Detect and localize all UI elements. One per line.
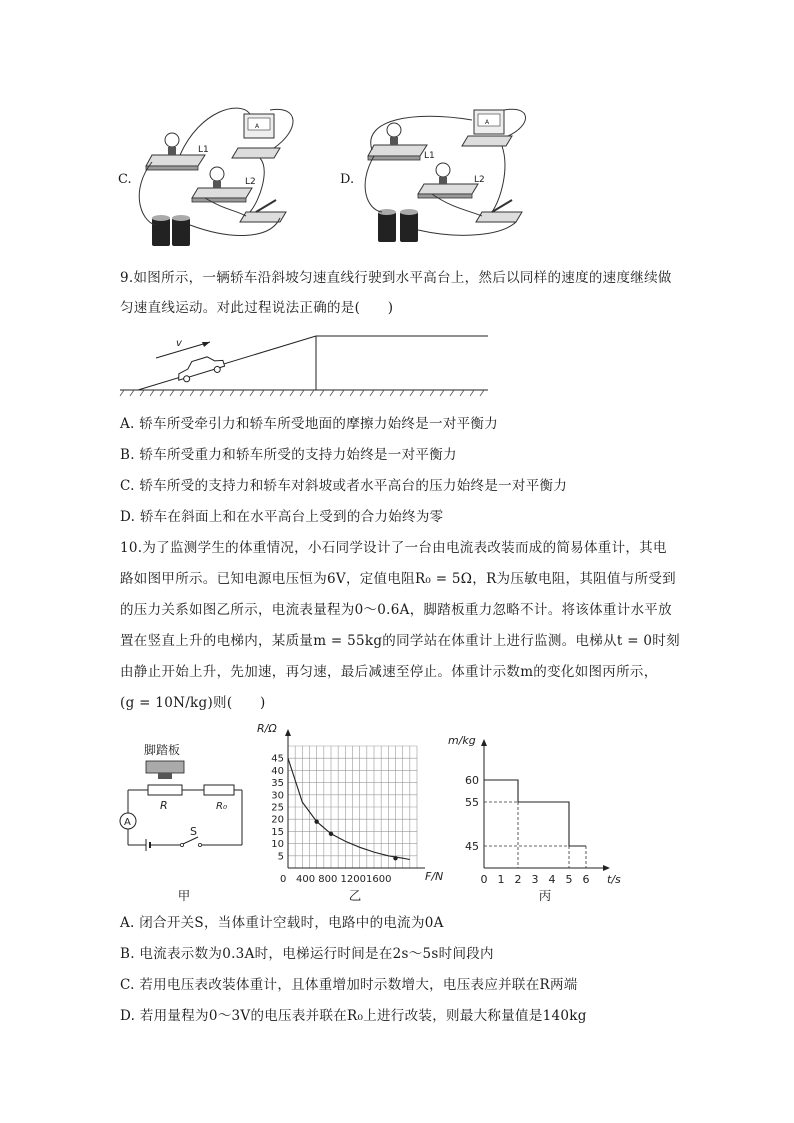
option-d-circuit-figure <box>332 100 542 250</box>
circuit-c-drawing <box>110 100 310 250</box>
option-c-label: C. <box>118 172 132 187</box>
q10-option-a[interactable]: A. 闭合开关S，当体重计空载时，电路中的电流为0A <box>120 915 444 931</box>
q9-option-c[interactable]: C. 轿车所受的支持力和轿车对斜坡或者水平高台的压力始终是一对平衡力 <box>120 478 568 494</box>
origin-label: 0 <box>280 874 287 885</box>
y-tick-label: 60 <box>465 774 479 787</box>
y-axis-arrow <box>481 739 487 746</box>
d-l2-label: L2 <box>474 175 485 185</box>
data-point <box>314 819 318 823</box>
c-l1-label: L1 <box>198 145 209 155</box>
q10-stem-line6: (g = 10N/kg)则( ) <box>120 695 266 711</box>
mass-step-line <box>484 780 586 846</box>
x-tick-label: 1 <box>497 873 505 886</box>
q9-option-a[interactable]: A. 轿车所受牵引力和轿车所受地面的摩擦力始终是一对平衡力 <box>120 416 499 432</box>
y-tick-label: 25 <box>271 802 284 814</box>
y-tick-label: 40 <box>271 765 284 777</box>
car-icon <box>175 353 226 384</box>
q10-option-b[interactable]: B. 电流表示数为0.3A时，电梯运行时间是在2s～5s时间段内 <box>120 946 494 962</box>
y-tick-label: 10 <box>271 839 284 851</box>
y-axis-label: R/Ω <box>257 722 277 735</box>
q10-stem-line3: 的压力关系如图乙所示，电流表量程为0～0.6A，脚踏板重力忽略不计。将该体重计水平放 <box>120 602 672 618</box>
option-d-label: D. <box>340 172 355 187</box>
x-tick-label: 5 <box>565 873 573 886</box>
c-l2-label: L2 <box>245 177 256 187</box>
ground-hatch <box>120 390 484 396</box>
q9-stem-line2: 匀速直线运动。对此过程说法正确的是( ) <box>120 300 394 316</box>
x-axis-arrow <box>603 865 610 871</box>
q9-option-b[interactable]: B. 轿车所受重力和轿车所受的支持力始终是一对平衡力 <box>120 447 457 463</box>
q10-stem-line4: 置在竖直上升的电梯内，某质量m = 55kg的同学站在体重计上进行监测。电梯从t = 0时刻 <box>120 633 680 649</box>
y-axis-label: m/kg <box>448 734 476 747</box>
y-tick-label: 15 <box>271 826 284 838</box>
fig-bing-caption: 丙 <box>538 888 552 903</box>
x-tick-labels: 400 800 12001600 <box>296 874 392 885</box>
q9-stem-line1: 9.如图所示，一辆轿车沿斜坡匀速直线行驶到水平高台上，然后以同样的速度的速度继续做 <box>120 270 672 286</box>
d-l1-label: L1 <box>424 151 435 161</box>
fig-jia-caption: 甲 <box>177 888 191 903</box>
option-c-circuit-figure <box>110 100 310 250</box>
r-label: R <box>160 799 168 812</box>
circuit-d-drawing <box>332 100 542 250</box>
fig-bing-chart <box>448 728 630 888</box>
y-tick-label: 20 <box>271 814 284 826</box>
r0-label: R₀ <box>216 801 227 812</box>
x-tick-label: 0 <box>480 873 488 886</box>
y-tick-label: 55 <box>465 796 479 809</box>
r-f-curve <box>288 758 410 859</box>
pedal-label: 脚踏板 <box>144 743 181 757</box>
x-tick-label: 4 <box>548 873 556 886</box>
fig-yi-chart <box>255 718 455 888</box>
x-axis-label: t/s <box>607 873 621 886</box>
q10-stem-line5: 由静止开始上升，先加速，再匀速，最后减速至停止。体重计示数m的变化如图丙所示， <box>120 664 658 680</box>
data-point <box>329 832 333 836</box>
fig-jia-circuit <box>120 743 250 855</box>
y-tick-label: 30 <box>271 790 284 802</box>
q10-option-c[interactable]: C. 若用电压表改装体重计，且体重增加时示数增大，电压表应并联在R两端 <box>120 977 578 993</box>
switch-label: S <box>190 825 197 838</box>
data-point <box>393 856 397 860</box>
x-axis-label: F/N <box>425 870 444 883</box>
y-tick-label: 45 <box>465 840 479 853</box>
y-tick-label: 5 <box>277 851 284 863</box>
svg-text:A: A <box>485 119 490 126</box>
y-tick-label: 45 <box>271 753 284 765</box>
svg-text:A: A <box>255 123 260 130</box>
q9-option-d[interactable]: D. 轿车在斜面上和在水平高台上受到的合力始终为零 <box>120 509 444 525</box>
fig-yi-caption: 乙 <box>348 888 362 903</box>
x-tick-label: 2 <box>514 873 522 886</box>
q10-option-d[interactable]: D. 若用量程为0～3V的电压表并联在R₀上进行改装，则最大称量值是140kg <box>120 1008 587 1024</box>
q9-slope-figure <box>118 330 490 398</box>
x-tick-label: 6 <box>582 873 590 886</box>
ammeter-label: A <box>124 817 131 828</box>
x-tick-label: 3 <box>531 873 539 886</box>
y-axis-arrow <box>285 729 291 736</box>
velocity-label: v <box>176 338 182 349</box>
q10-stem-line1: 10.为了监测学生的体重情况，小石同学设计了一台由电流表改装而成的简易体重计，其电 <box>120 540 667 556</box>
q10-stem-line2: 路如图甲所示。已知电源电压恒为6V，定值电阻R₀ = 5Ω，R为压敏电阻，其阻值与所受到 <box>120 571 676 587</box>
y-tick-label: 35 <box>271 778 284 790</box>
